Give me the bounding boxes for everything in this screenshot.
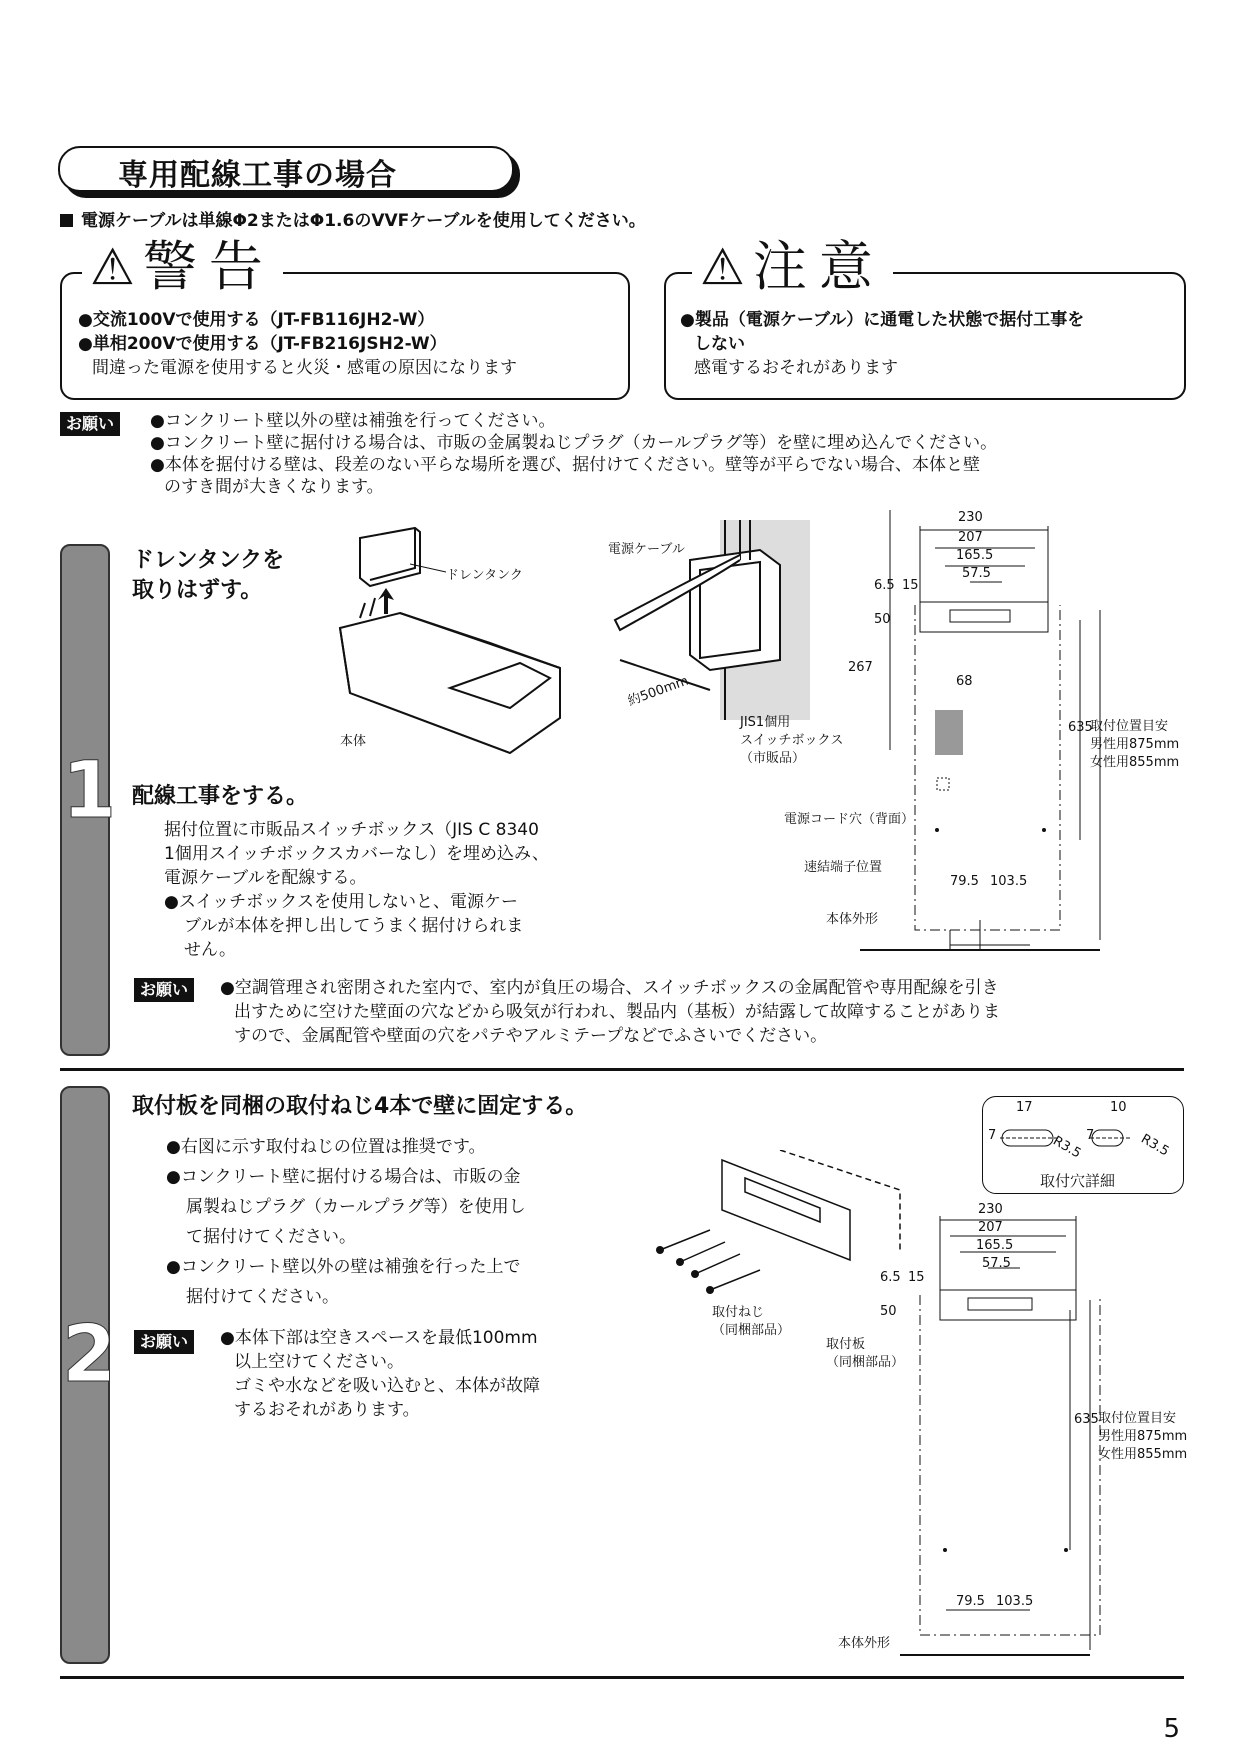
mounting-plate-outline bbox=[920, 602, 1048, 632]
step2-plate-illustration bbox=[650, 1150, 910, 1300]
label-plate-1: 取付板 bbox=[826, 1337, 866, 1352]
step2-note-3: ゴミや水などを吸い込むと、本体が故障 bbox=[234, 1376, 540, 1396]
warning-line-2: ●単相200Vで使用する（JT-FB216JSH2-W） bbox=[78, 334, 447, 354]
dim-50: 50 bbox=[874, 612, 891, 627]
step2-dim-15: 15 bbox=[908, 1270, 925, 1285]
step2-position-guide bbox=[1098, 1410, 1187, 1464]
step2-note-4: するおそれがあります。 bbox=[234, 1400, 420, 1420]
step2-text-6: 据付けてください。 bbox=[186, 1287, 339, 1307]
label-drain-tank: ドレンタンク bbox=[446, 568, 523, 583]
warning-title-text: 警告 bbox=[142, 235, 275, 298]
step2-dim-57: 57.5 bbox=[982, 1256, 1011, 1271]
warning-title bbox=[82, 235, 283, 298]
step2-dim-635: 635 bbox=[1074, 1412, 1099, 1427]
step2-dim-79-5: 79.5 bbox=[956, 1594, 985, 1609]
dim-15: 15 bbox=[902, 578, 919, 593]
label-body: 本体 bbox=[340, 734, 367, 749]
caution-text bbox=[680, 308, 1176, 380]
step2-text bbox=[166, 1132, 626, 1312]
label-jis-switchbox bbox=[740, 714, 843, 768]
caution-triangle-icon: ⚠ bbox=[700, 238, 745, 296]
label-terminal: 速結端子位置 bbox=[804, 860, 883, 875]
step2-note-1: ●本体下部は空きスペースを最低100mm bbox=[220, 1328, 538, 1348]
step2-dim-50: 50 bbox=[880, 1304, 897, 1319]
step2-pos-guide-2: 男性用875mm bbox=[1098, 1429, 1188, 1444]
mounting-plate bbox=[722, 1160, 850, 1260]
label-cable: 電源ケーブル bbox=[608, 542, 685, 557]
step1-text-b-5: ブルが本体を押し出してうまく据付けられま bbox=[184, 916, 524, 936]
step2-dim-6-5: 6.5 bbox=[880, 1270, 901, 1285]
label-jis-2: スイッチボックス bbox=[740, 733, 844, 748]
step2-heading: 取付板を同梱の取付ねじ4本で壁に固定する。 bbox=[132, 1094, 588, 1119]
footer-divider bbox=[60, 1676, 1184, 1679]
label-screws bbox=[712, 1304, 790, 1340]
detail-r3-5-b: R3.5 bbox=[1138, 1131, 1172, 1160]
step2-note bbox=[220, 1326, 640, 1422]
step2-dim-230: 230 bbox=[978, 1202, 1003, 1217]
dim-230: 230 bbox=[958, 510, 983, 525]
step1-note bbox=[220, 976, 1190, 1048]
top-notes bbox=[150, 410, 1190, 498]
step1-text-b-3: 電源ケーブルを配線する。 bbox=[164, 868, 367, 888]
dim-57: 57.5 bbox=[962, 566, 991, 581]
top-note-4: のすき間が大きくなります。 bbox=[164, 477, 384, 497]
step1-text-b-6: せん。 bbox=[184, 940, 237, 960]
pos-guide-2: 男性用875mm bbox=[1090, 737, 1180, 752]
label-hole-detail: 取付穴詳細 bbox=[1040, 1172, 1116, 1190]
pos-guide-1: 取付位置目安 bbox=[1090, 719, 1169, 734]
step2-dim-207: 207 bbox=[978, 1220, 1003, 1235]
step2-dim-103-5: 103.5 bbox=[996, 1594, 1034, 1609]
caution-line-2: しない bbox=[694, 334, 745, 354]
top-note-3: ●本体を据付ける壁は、段差のない平らな場所を選び、据付けてください。壁等が平らでない場合、本体と壁 bbox=[150, 455, 980, 475]
label-500mm: 約500mm bbox=[626, 673, 691, 710]
detail-7-a: 7 bbox=[988, 1128, 997, 1143]
step2-text-4: て据付けてください。 bbox=[186, 1227, 356, 1247]
top-note-1: ●コンクリート壁以外の壁は補強を行ってください。 bbox=[150, 411, 556, 431]
warning-line-1: ●交流100Vで使用する（JT-FB116JH2-W） bbox=[78, 310, 435, 330]
step1-number: 1 bbox=[62, 746, 117, 836]
label-screw-2: （同梱部品） bbox=[712, 1323, 791, 1338]
label-jis-3: （市販品） bbox=[740, 751, 806, 766]
dim-635: 635 bbox=[1068, 720, 1093, 735]
step1-text-b bbox=[164, 818, 634, 962]
label-screw-1: 取付ねじ bbox=[712, 1305, 765, 1320]
step1-onegai-tag: お願い bbox=[134, 978, 194, 1002]
step2-plate-outline bbox=[940, 1290, 1076, 1320]
top-note-2: ●コンクリート壁に据付ける場合は、市販の金属製ねじプラグ（カールプラグ等）を壁に埋め込んでください。 bbox=[150, 433, 998, 453]
step2-text-1: ●右図に示す取付ねじの位置は推奨です。 bbox=[166, 1137, 486, 1157]
detail-r3-5-a: R3.5 bbox=[1050, 1133, 1084, 1162]
label-cord-hole: 電源コード穴（背面） bbox=[784, 812, 915, 827]
dim-207: 207 bbox=[958, 530, 983, 545]
caution-title-text: 注意 bbox=[752, 235, 885, 298]
dim-6-5: 6.5 bbox=[874, 578, 895, 593]
square-bullet-icon bbox=[60, 214, 73, 227]
dim-79-5: 79.5 bbox=[950, 874, 979, 889]
step1-heading-a-line2: 取りはずす。 bbox=[132, 578, 263, 603]
step1-heading-a bbox=[132, 546, 284, 606]
step1-note-3: すので、金属配管や壁面の穴をパテやアルミテープなどでふさいでください。 bbox=[234, 1026, 828, 1046]
step1-text-b-1: 据付位置に市販品スイッチボックス（JIS C 8340 bbox=[164, 820, 539, 840]
step2-label-outline: 本体外形 bbox=[838, 1636, 891, 1651]
step2-number: 2 bbox=[62, 1310, 117, 1400]
body-shape bbox=[340, 613, 560, 753]
dim-68: 68 bbox=[956, 674, 973, 689]
section-divider bbox=[60, 1068, 1184, 1071]
leader-drain bbox=[410, 560, 450, 580]
lift-arrow-icon bbox=[378, 588, 394, 614]
page-number: 5 bbox=[1163, 1714, 1180, 1744]
label-position-guide bbox=[1090, 718, 1179, 772]
cable-note-text: 電源ケーブルは単線Φ2またはΦ1.6のVVFケーブルを使用してください。 bbox=[81, 211, 646, 231]
caution-title bbox=[692, 235, 893, 298]
step2-bar bbox=[60, 1086, 117, 1664]
step1-heading-b: 配線工事をする。 bbox=[132, 784, 309, 809]
detail-17: 17 bbox=[1016, 1100, 1033, 1115]
label-jis-1: JIS1個用 bbox=[740, 715, 791, 730]
pos-guide-3: 女性用855mm bbox=[1090, 755, 1180, 770]
detail-7-b: 7 bbox=[1086, 1128, 1095, 1143]
caution-line-1: ●製品（電源ケーブル）に通電した状態で据付工事を bbox=[680, 310, 1085, 330]
onegai-tag: お願い bbox=[60, 412, 120, 436]
step2-text-3: 属製ねじプラグ（カールプラグ等）を使用し bbox=[186, 1197, 526, 1217]
dim-165: 165.5 bbox=[956, 548, 994, 563]
label-plate-2: （同梱部品） bbox=[826, 1355, 905, 1370]
step1-bar bbox=[60, 544, 117, 1056]
step1-text-b-4: ●スイッチボックスを使用しないと、電源ケー bbox=[164, 892, 518, 912]
step2-pos-guide-1: 取付位置目安 bbox=[1098, 1411, 1177, 1426]
step1-note-2: 出すために空けた壁面の穴などから吸気が行われ、製品内（基板）が結露して故障することがありま bbox=[234, 1002, 1001, 1022]
caution-line-3: 感電するおそれがあります bbox=[694, 358, 898, 378]
step2-text-2: ●コンクリート壁に据付ける場合は、市販の金 bbox=[166, 1167, 521, 1187]
section-title: 専用配線工事の場合 bbox=[118, 158, 397, 193]
section-title-box bbox=[58, 146, 514, 192]
warning-text bbox=[78, 308, 618, 380]
detail-10: 10 bbox=[1110, 1100, 1127, 1115]
step2-text-5: ●コンクリート壁以外の壁は補強を行った上で bbox=[166, 1257, 521, 1277]
step2-dim-165: 165.5 bbox=[976, 1238, 1014, 1253]
warning-line-3: 間違った電源を使用すると火災・感電の原因になります bbox=[92, 358, 517, 378]
step2-pos-guide-3: 女性用855mm bbox=[1098, 1447, 1188, 1462]
cable-note bbox=[60, 206, 646, 231]
step2-onegai-tag: お願い bbox=[134, 1330, 194, 1354]
warning-triangle-icon: ⚠ bbox=[90, 238, 135, 296]
dim-103-5: 103.5 bbox=[990, 874, 1028, 889]
step1-heading-a-line1: ドレンタンクを bbox=[132, 548, 285, 573]
step2-note-2: 以上空けてください。 bbox=[234, 1352, 404, 1372]
step1-text-b-2: 1個用スイッチボックスカバーなし）を埋め込み、 bbox=[164, 844, 549, 864]
step1-note-1: ●空調管理され密閉された室内で、室内が負圧の場合、スイッチボックスの金属配管や専用配線を引き bbox=[220, 978, 999, 998]
dim-267: 267 bbox=[848, 660, 873, 675]
switchbox-hatch bbox=[935, 710, 963, 755]
body-outline-dashed bbox=[915, 605, 1060, 930]
label-body-outline: 本体外形 bbox=[826, 912, 879, 927]
cord-hole bbox=[937, 778, 949, 790]
